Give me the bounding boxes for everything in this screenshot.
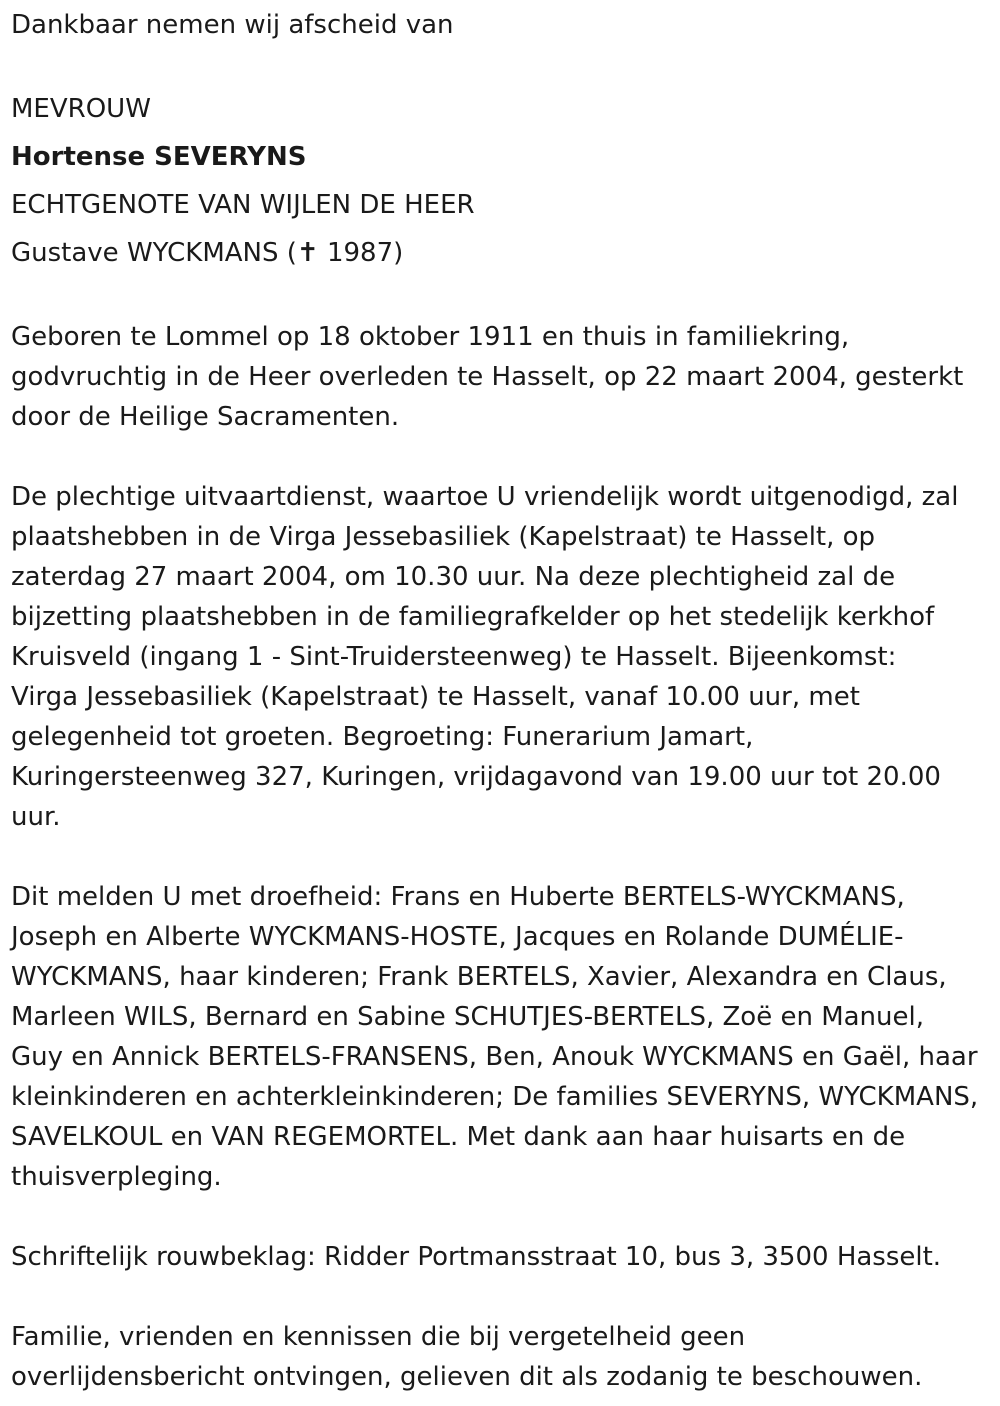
relation-text: ECHTGENOTE VAN WIJLEN DE HEER bbox=[11, 190, 475, 220]
deceased-name: Hortense SEVERYNS bbox=[11, 142, 307, 172]
honorific: MEVROUW bbox=[11, 94, 151, 124]
intro-text: Dankbaar nemen wij afscheid van bbox=[11, 10, 454, 40]
condolences-paragraph: Schriftelijk rouwbeklag: Ridder Portmansstraat 10, bus 3, 3500 Hasselt. bbox=[11, 1242, 942, 1272]
deceased-name-block bbox=[11, 85, 1000, 277]
family-paragraph: Dit melden U met droefheid: Frans en Huberte BERTELS-WYCKMANS, Joseph en Alberte WYCKMANS-HOSTE, Jacques en Rolande DUMÉLIE- WYCKMANS, haar kinderen; Frank BERTELS, Xavier, Alexandra en Claus, Marleen WILS, Bernard en Sabine SCHUTJES-BERTELS, Zoë en Manuel, Guy en Annick BERTELS-FRANSENS, Ben, Anouk WYCKMANS en Gaël, haar kleinkinderen en achterkleinkinderen; De families SEVERYNS, WYCKMANS, SAVELKOUL en VAN REGEMORTEL. Met dank aan haar huisarts en de thuisverpleging. bbox=[11, 882, 979, 1192]
spouse-name: Gustave WYCKMANS (✝ 1987) bbox=[11, 238, 404, 268]
notice-paragraph: Familie, vrienden en kennissen die bij vergetelheid geen overlijdensbericht ontvingen, gelieven dit als zodanig te beschouwen. bbox=[11, 1322, 923, 1392]
funeral-paragraph: De plechtige uitvaartdienst, waartoe U vriendelijk wordt uitgenodigd, zal plaatshebben in de Virga Jessebasiliek (Kapelstraat) te Hasselt, op zaterdag 27 maart 2004, om 10.30 uur. Na deze plechtigheid zal de bijzetting plaatshebben in de familiegrafkelder op het stedelijk kerkhof Kruisveld (ingang 1 - Sint-Truidersteenweg) te Hasselt. Bijeenkomst: Virga Jessebasiliek (Kapelstraat) te Hasselt, vanaf 10.00 uur, met gelegenheid tot groeten. Begroeting: Funerarium Jamart, Kuringersteenweg 327, Kuringen, vrijdagavond van 19.00 uur tot 20.00 uur. bbox=[11, 482, 959, 832]
birth-death-paragraph: Geboren te Lommel op 18 oktober 1911 en thuis in familiekring, godvruchtig in de Heer overleden te Hasselt, op 22 maart 2004, gesterkt door de Heilige Sacramenten. bbox=[11, 322, 964, 432]
